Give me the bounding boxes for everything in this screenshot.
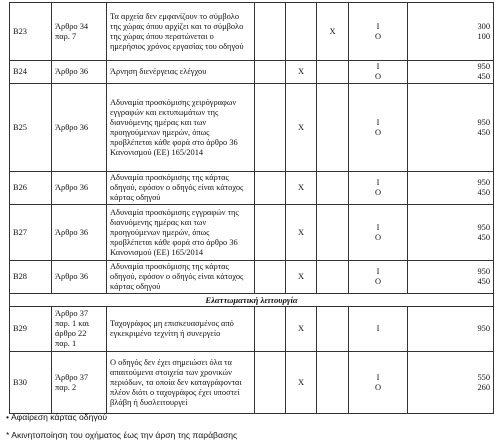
- severity-line: I: [376, 21, 380, 31]
- fine-amount-line: 450: [477, 232, 490, 242]
- notes: [6, 412, 237, 448]
- infraction-code: B23: [10, 3, 52, 61]
- fine-amount-line: 450: [477, 72, 490, 81]
- mark-col-1: [255, 172, 286, 205]
- infraction-description: Αδυναμία προσκόμισης εγγραφών της διανυόμενης ημέρας και των προηγούμενων ημερών, όπως προβλέπεται κάθε φορά στο άρθρο 36 Κανονισμού (ΕΕ) 165/2014: [107, 205, 255, 261]
- mark-col-3: [317, 352, 349, 414]
- severity-line: I: [376, 117, 380, 127]
- infractions-table: [9, 2, 494, 414]
- mark-col-1: [255, 261, 286, 294]
- note-1: • Αφαίρεση κάρτας οδηγού: [6, 412, 108, 422]
- infraction-description: Ο οδηγός δεν έχει σημειώσει όλα τα απαιτούμενα στοιχεία των χρονικών περιόδων, τα οποία δεν καταγράφονται πλέον διότι ο ταχογράφος έχει υποστεί βλάβη ή δυσλειτουργεί: [107, 352, 255, 414]
- note-2: * Ακινητοποίηση του οχήματος έως την άρση της παράβασης: [6, 430, 238, 440]
- mark-col-3: [317, 261, 349, 294]
- infraction-code: B26: [10, 172, 52, 205]
- mark-col-3: [317, 84, 349, 172]
- fine-amount-line: 950: [477, 178, 490, 187]
- fine-amount-line: 260: [477, 382, 490, 392]
- fine-amount-line: 550: [477, 372, 490, 382]
- severity-line: O: [374, 72, 382, 81]
- infraction-description: Άρνηση διενέργειας ελέγχου: [107, 61, 255, 84]
- fine-amount: [408, 61, 494, 84]
- severity: [349, 61, 408, 84]
- table-row: [10, 261, 494, 294]
- section-title: Ελαττωματική λειτουργία: [10, 294, 494, 307]
- article-ref: Άρθρο 36: [52, 61, 107, 84]
- table-row: [10, 3, 494, 61]
- mark-col-2: X: [286, 61, 317, 84]
- severity-line: I: [376, 324, 380, 333]
- mark-col-1: [255, 3, 286, 61]
- mark-col-3: X: [317, 3, 349, 61]
- severity-line: O: [374, 127, 382, 137]
- mark-col-2: X: [286, 307, 317, 352]
- mark-col-3: [317, 205, 349, 261]
- infraction-code: B25: [10, 84, 52, 172]
- table-row: [10, 307, 494, 352]
- mark-col-2: X: [286, 172, 317, 205]
- mark-col-2: X: [286, 205, 317, 261]
- infraction-description: Αδυναμία προσκόμισης της κάρτας οδηγού, εφόσον ο οδηγός είναι κάτοχος κάρτας οδηγού: [107, 261, 255, 294]
- fine-amount: [408, 261, 494, 294]
- fine-amount-line: 450: [477, 188, 490, 197]
- fine-amount-line: 450: [477, 277, 490, 286]
- article-ref: Άρθρο 34 παρ. 7: [52, 3, 107, 61]
- infraction-description: Αδυναμία προσκόμισης της κάρτας οδηγού, εφόσον ο οδηγός είναι κάτοχος κάρτας οδηγού: [107, 172, 255, 205]
- fine-amount-line: 950: [477, 117, 490, 127]
- article-ref: Άρθρο 36: [52, 172, 107, 205]
- mark-col-1: [255, 352, 286, 414]
- severity: [349, 307, 408, 352]
- severity: [349, 172, 408, 205]
- mark-col-1: [255, 205, 286, 261]
- article-ref: Άρθρο 37 παρ. 2: [52, 352, 107, 414]
- mark-col-1: [255, 84, 286, 172]
- severity: [349, 3, 408, 61]
- severity: [349, 84, 408, 172]
- fine-amount: [408, 352, 494, 414]
- article-ref: Άρθρο 36: [52, 84, 107, 172]
- fine-amount-line: 950: [477, 324, 490, 333]
- mark-col-2: X: [286, 84, 317, 172]
- severity-line: O: [374, 382, 382, 392]
- mark-col-2: X: [286, 352, 317, 414]
- severity-line: O: [374, 188, 382, 197]
- table-row: [10, 84, 494, 172]
- severity-line: I: [376, 372, 380, 382]
- article-ref: Άρθρο 36: [52, 261, 107, 294]
- fine-amount: [408, 307, 494, 352]
- section-header-row: [10, 294, 494, 307]
- infraction-code: B30: [10, 352, 52, 414]
- mark-col-3: [317, 172, 349, 205]
- mark-col-2: [286, 3, 317, 61]
- severity: [349, 205, 408, 261]
- fine-amount-line: 950: [477, 62, 490, 71]
- mark-col-1: [255, 61, 286, 84]
- fine-amount-line: 450: [477, 127, 490, 137]
- table-row: [10, 205, 494, 261]
- infraction-code: B29: [10, 307, 52, 352]
- fine-amount: [408, 205, 494, 261]
- fine-amount-line: 300: [477, 21, 490, 31]
- mark-col-1: [255, 307, 286, 352]
- article-ref: Άρθρο 37 παρ. 1 και άρθρο 22 παρ. 1: [52, 307, 107, 352]
- severity: [349, 261, 408, 294]
- table-row: [10, 352, 494, 414]
- table-row: [10, 172, 494, 205]
- fine-amount-line: 950: [477, 222, 490, 232]
- severity-line: O: [374, 232, 382, 242]
- severity-line: I: [376, 222, 380, 232]
- severity: [349, 352, 408, 414]
- infraction-description: Ταχογράφος μη επισκευασμένος από εγκεκριμένο τεχνίτη ή συνεργείο: [107, 307, 255, 352]
- severity-line: I: [376, 267, 380, 276]
- infraction-description: Τα αρχεία δεν εμφανίζουν το σύμβολο της χώρας όπου αρχίζει και το σύμβολο της χώρας όπου περατώνεται ο ημερήσιος χρόνος εργασίας του οδηγού: [107, 3, 255, 61]
- fine-amount: [408, 3, 494, 61]
- severity-line: O: [374, 31, 382, 41]
- fine-amount-line: 950: [477, 267, 490, 276]
- infraction-code: B28: [10, 261, 52, 294]
- mark-col-2: X: [286, 261, 317, 294]
- infraction-code: B24: [10, 61, 52, 84]
- mark-col-3: [317, 61, 349, 84]
- mark-col-3: [317, 307, 349, 352]
- severity-line: O: [374, 277, 382, 286]
- infraction-code: B27: [10, 205, 52, 261]
- fine-amount-line: 100: [477, 31, 490, 41]
- article-ref: Άρθρο 36: [52, 205, 107, 261]
- severity-line: I: [376, 178, 380, 187]
- fine-amount: [408, 172, 494, 205]
- infraction-description: Αδυναμία προσκόμισης χειρόγραφων εγγραφών και εκτυπωμάτων της διανυόμενης ημέρας και των προηγούμενων ημερών, όπως προβλέπεται κάθε φορά στο άρθρο 36 Κανονισμού (ΕΕ) 165/2014: [107, 84, 255, 172]
- severity-line: I: [376, 62, 380, 71]
- table-row: [10, 61, 494, 84]
- fine-amount: [408, 84, 494, 172]
